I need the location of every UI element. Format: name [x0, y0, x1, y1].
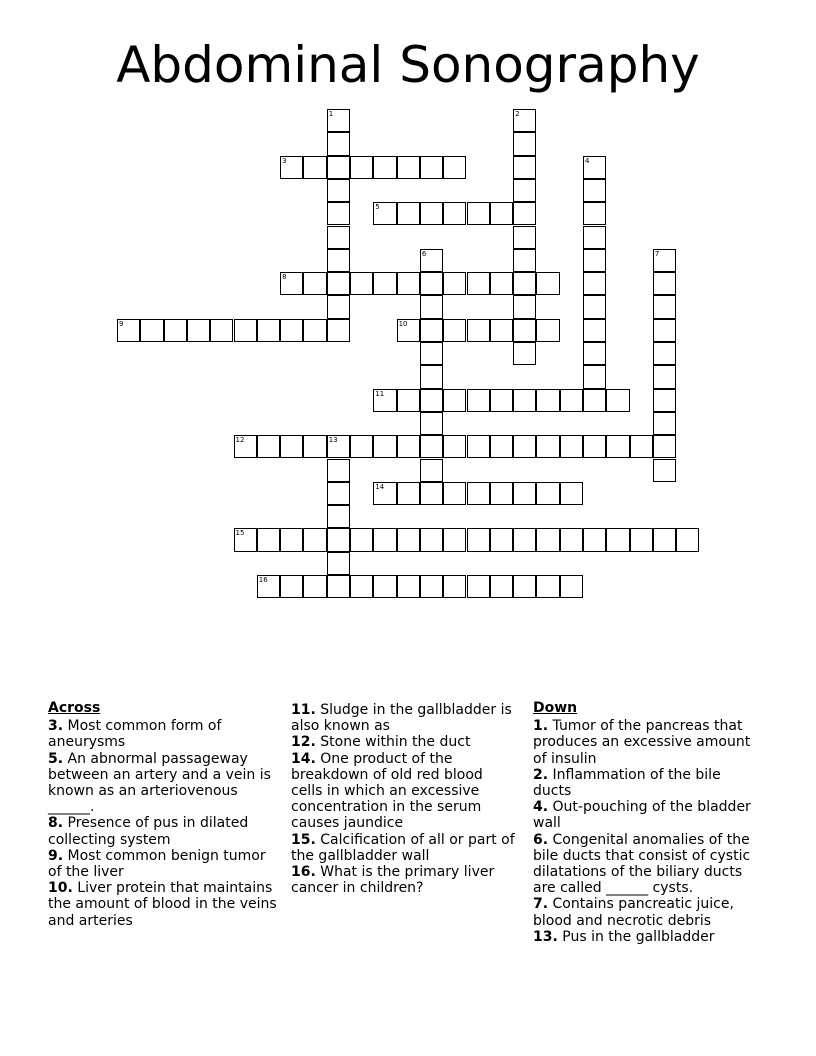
- grid-cell[interactable]: [513, 389, 536, 412]
- grid-cell[interactable]: [350, 435, 373, 458]
- grid-cell[interactable]: [490, 389, 513, 412]
- grid-cell[interactable]: [303, 528, 326, 551]
- grid-cell[interactable]: [653, 295, 676, 318]
- grid-cell[interactable]: [653, 249, 676, 272]
- grid-cell[interactable]: [583, 249, 606, 272]
- grid-cell[interactable]: [513, 132, 536, 155]
- grid-cell[interactable]: [117, 319, 140, 342]
- grid-cell[interactable]: [467, 202, 490, 225]
- grid-cell[interactable]: [490, 482, 513, 505]
- grid-cell[interactable]: [513, 295, 536, 318]
- clue-number: 13.: [533, 928, 558, 945]
- grid-cell[interactable]: [536, 435, 559, 458]
- grid-cell[interactable]: [420, 459, 443, 482]
- clue-text: Contains pancreatic juice, blood and necrotic debris: [533, 896, 734, 929]
- cell-number: 7: [654, 249, 660, 258]
- grid-cell[interactable]: [467, 528, 490, 551]
- cell-number: 10: [398, 319, 408, 328]
- grid-cell[interactable]: [443, 482, 466, 505]
- grid-cell[interactable]: [490, 202, 513, 225]
- clue-across_col1-1: [48, 751, 280, 816]
- grid-cell[interactable]: [164, 319, 187, 342]
- grid-cell[interactable]: [560, 435, 583, 458]
- grid-cell[interactable]: [513, 179, 536, 202]
- clue-across_col1-4: [48, 880, 280, 929]
- grid-cell[interactable]: [467, 575, 490, 598]
- grid-cell[interactable]: [443, 575, 466, 598]
- grid-cell[interactable]: [280, 272, 303, 295]
- grid-cell[interactable]: [303, 435, 326, 458]
- grid-cell[interactable]: [653, 272, 676, 295]
- grid-cell[interactable]: [653, 528, 676, 551]
- clue-number: 5.: [48, 750, 64, 767]
- grid-cell[interactable]: [140, 319, 163, 342]
- grid-cell[interactable]: [420, 319, 443, 342]
- clue-across_col2-2: [291, 751, 516, 832]
- cell-number: 1: [328, 110, 334, 118]
- grid-cell[interactable]: [443, 528, 466, 551]
- grid-cell[interactable]: [443, 202, 466, 225]
- clue-text: Most common form of aneurysms: [48, 718, 222, 751]
- grid-cell[interactable]: [327, 552, 350, 575]
- grid-cell[interactable]: [327, 132, 350, 155]
- cell-number: 5: [375, 203, 380, 212]
- clue-number: 12.: [291, 734, 316, 751]
- grid-cell[interactable]: [210, 319, 233, 342]
- grid-cell[interactable]: [513, 249, 536, 272]
- clue-number: 4.: [533, 799, 549, 816]
- grid-cell[interactable]: [513, 202, 536, 225]
- grid-cell[interactable]: [583, 272, 606, 295]
- grid-cell[interactable]: [490, 435, 513, 458]
- grid-cell[interactable]: [397, 389, 420, 412]
- clue-down-3: [533, 832, 758, 897]
- puzzle-title: Abdominal Sonography: [116, 36, 700, 94]
- clue-text: One product of the breakdown of old red blood cells in which an excessive concentration in the serum causes jaundice: [291, 750, 483, 832]
- grid-cell[interactable]: [420, 365, 443, 388]
- grid-cell[interactable]: [513, 109, 536, 132]
- grid-cell[interactable]: [350, 156, 373, 179]
- across-clues-column-2: [291, 702, 516, 896]
- grid-cell[interactable]: [397, 202, 420, 225]
- grid-cell[interactable]: [280, 575, 303, 598]
- clue-number: 14.: [291, 750, 316, 767]
- across-clues-column: [48, 700, 280, 929]
- grid-cell[interactable]: [420, 528, 443, 551]
- clue-text: Sludge in the gallbladder is also known as: [291, 702, 512, 735]
- grid-cell[interactable]: [513, 319, 536, 342]
- grid-cell[interactable]: [373, 482, 396, 505]
- grid-cell[interactable]: [187, 319, 210, 342]
- clue-text: Stone within the duct: [315, 734, 471, 751]
- grid-cell[interactable]: [303, 319, 326, 342]
- clue-down-0: [533, 718, 758, 767]
- grid-cell[interactable]: [327, 459, 350, 482]
- grid-cell[interactable]: [583, 156, 606, 179]
- down-clues-column: [533, 700, 758, 945]
- clue-across_col1-0: [48, 718, 280, 750]
- grid-cell[interactable]: [373, 575, 396, 598]
- grid-cell[interactable]: [327, 482, 350, 505]
- grid-cell[interactable]: [373, 156, 396, 179]
- grid-cell[interactable]: [327, 295, 350, 318]
- grid-cell[interactable]: [350, 528, 373, 551]
- grid-cell[interactable]: [350, 575, 373, 598]
- grid-cell[interactable]: [443, 389, 466, 412]
- cell-number: 16: [258, 576, 268, 584]
- grid-cell[interactable]: [490, 575, 513, 598]
- across-heading: Across: [48, 700, 101, 716]
- grid-cell[interactable]: [373, 272, 396, 295]
- clue-across_col1-3: [48, 848, 280, 880]
- clue-number: 8.: [48, 815, 64, 832]
- grid-cell[interactable]: [420, 389, 443, 412]
- grid-cell[interactable]: [280, 156, 303, 179]
- down-clue-list: [533, 718, 758, 945]
- grid-cell[interactable]: [583, 319, 606, 342]
- clue-text: Liver protein that maintains the amount of blood in the veins and arteries: [48, 880, 277, 929]
- clue-number: 7.: [533, 896, 549, 913]
- grid-cell[interactable]: [606, 435, 629, 458]
- clue-down-2: [533, 799, 758, 831]
- grid-cell[interactable]: [327, 156, 350, 179]
- cell-number: 4: [585, 156, 590, 165]
- grid-cell[interactable]: [443, 272, 466, 295]
- clue-across_col2-1: [291, 734, 516, 750]
- clue-down-4: [533, 896, 758, 928]
- grid-cell[interactable]: [280, 528, 303, 551]
- clue-text: Presence of pus in dilated collecting system: [48, 815, 249, 848]
- cell-number: 6: [421, 249, 427, 258]
- grid-cell[interactable]: [420, 249, 443, 272]
- grid-cell[interactable]: [397, 435, 420, 458]
- clue-number: 6.: [533, 831, 549, 848]
- grid-cell[interactable]: [513, 272, 536, 295]
- grid-cell[interactable]: [560, 575, 583, 598]
- grid-cell[interactable]: [560, 528, 583, 551]
- grid-cell[interactable]: [397, 528, 420, 551]
- grid-cell[interactable]: [630, 435, 653, 458]
- grid-cell[interactable]: [536, 319, 559, 342]
- grid-cell[interactable]: [397, 482, 420, 505]
- grid-cell[interactable]: [536, 482, 559, 505]
- clue-number: 3.: [48, 718, 64, 735]
- grid-cell[interactable]: [536, 272, 559, 295]
- grid-cell[interactable]: [327, 575, 350, 598]
- grid-cell[interactable]: [327, 319, 350, 342]
- grid-cell[interactable]: [583, 435, 606, 458]
- grid-cell[interactable]: [630, 528, 653, 551]
- grid-cell[interactable]: [327, 528, 350, 551]
- clue-down-5: [533, 929, 758, 945]
- grid-cell[interactable]: [420, 575, 443, 598]
- grid-cell[interactable]: [583, 365, 606, 388]
- grid-cell[interactable]: [536, 575, 559, 598]
- grid-cell[interactable]: [653, 459, 676, 482]
- grid-cell[interactable]: [397, 272, 420, 295]
- grid-cell[interactable]: [536, 528, 559, 551]
- grid-cell[interactable]: [327, 249, 350, 272]
- grid-cell[interactable]: [373, 389, 396, 412]
- grid-cell[interactable]: [490, 319, 513, 342]
- cell-number: 9: [119, 319, 124, 328]
- grid-cell[interactable]: [653, 435, 676, 458]
- grid-cell[interactable]: [443, 319, 466, 342]
- grid-cell[interactable]: [373, 435, 396, 458]
- grid-cell[interactable]: [653, 342, 676, 365]
- grid-cell[interactable]: [327, 226, 350, 249]
- cell-number: 11: [375, 389, 385, 398]
- clue-number: 15.: [291, 831, 316, 848]
- clue-text: Tumor of the pancreas that produces an excessive amount of insulin: [533, 718, 751, 767]
- grid-cell[interactable]: [327, 109, 350, 132]
- grid-cell[interactable]: [420, 156, 443, 179]
- clue-across_col2-3: [291, 832, 516, 864]
- grid-cell[interactable]: [420, 272, 443, 295]
- grid-cell[interactable]: [397, 575, 420, 598]
- grid-cell[interactable]: [327, 435, 350, 458]
- grid-cell[interactable]: [303, 272, 326, 295]
- grid-cell[interactable]: [420, 202, 443, 225]
- grid-cell[interactable]: [327, 202, 350, 225]
- grid-cell[interactable]: [467, 272, 490, 295]
- clue-text: Congenital anomalies of the bile ducts that consist of cystic dilatations of the biliary ducts are called ______ cysts.: [533, 831, 751, 897]
- grid-cell[interactable]: [676, 528, 699, 551]
- grid-cell[interactable]: [513, 528, 536, 551]
- grid-cell[interactable]: [420, 295, 443, 318]
- grid-cell[interactable]: [653, 319, 676, 342]
- grid-cell[interactable]: [420, 435, 443, 458]
- grid-cell[interactable]: [327, 505, 350, 528]
- grid-cell[interactable]: [560, 389, 583, 412]
- across-clue-list-2: [291, 702, 516, 896]
- grid-cell[interactable]: [513, 342, 536, 365]
- cell-number: 14: [375, 482, 385, 491]
- grid-cell[interactable]: [490, 272, 513, 295]
- grid-cell[interactable]: [280, 319, 303, 342]
- grid-cell[interactable]: [443, 435, 466, 458]
- grid-cell[interactable]: [583, 226, 606, 249]
- grid-cell[interactable]: [606, 389, 629, 412]
- grid-cell[interactable]: [420, 412, 443, 435]
- clue-number: 10.: [48, 880, 73, 897]
- grid-cell[interactable]: [513, 226, 536, 249]
- grid-cell[interactable]: [467, 435, 490, 458]
- clue-text: Out-pouching of the bladder wall: [533, 799, 751, 832]
- grid-cell[interactable]: [513, 156, 536, 179]
- clue-text: Inflammation of the bile ducts: [533, 766, 721, 800]
- grid-cell[interactable]: [560, 482, 583, 505]
- grid-cell[interactable]: [234, 528, 257, 551]
- clue-down-1: [533, 767, 758, 799]
- grid-cell[interactable]: [397, 319, 420, 342]
- grid-cell[interactable]: [583, 389, 606, 412]
- clue-number: 11.: [291, 702, 316, 718]
- clue-across_col2-4: [291, 864, 516, 896]
- grid-cell[interactable]: [490, 528, 513, 551]
- grid-cell[interactable]: [420, 482, 443, 505]
- clue-text: What is the primary liver cancer in children?: [291, 864, 495, 897]
- grid-cell[interactable]: [373, 202, 396, 225]
- cell-number: 2: [515, 110, 520, 118]
- across-clue-list: [48, 718, 280, 929]
- grid-cell[interactable]: [583, 528, 606, 551]
- clue-across_col1-2: [48, 815, 280, 847]
- grid-cell[interactable]: [467, 319, 490, 342]
- clue-number: 2.: [533, 766, 549, 783]
- grid-cell[interactable]: [420, 342, 443, 365]
- grid-cell[interactable]: [257, 528, 280, 551]
- grid-cell[interactable]: [513, 575, 536, 598]
- grid-cell[interactable]: [583, 202, 606, 225]
- grid-cell[interactable]: [303, 575, 326, 598]
- grid-cell[interactable]: [303, 156, 326, 179]
- grid-cell[interactable]: [327, 272, 350, 295]
- cell-number: 13: [328, 436, 338, 445]
- grid-cell[interactable]: [234, 435, 257, 458]
- grid-cell[interactable]: [397, 156, 420, 179]
- grid-cell[interactable]: [653, 389, 676, 412]
- clue-text: Most common benign tumor of the liver: [48, 847, 266, 881]
- cell-number: 15: [235, 529, 245, 538]
- grid-cell[interactable]: [583, 179, 606, 202]
- cell-number: 8: [282, 273, 287, 282]
- grid-cell[interactable]: [583, 295, 606, 318]
- grid-cell[interactable]: [653, 365, 676, 388]
- grid-cell[interactable]: [234, 319, 257, 342]
- grid-cell[interactable]: [467, 389, 490, 412]
- grid-cell[interactable]: [257, 319, 280, 342]
- down-heading: Down: [533, 700, 578, 716]
- grid-cell[interactable]: [513, 435, 536, 458]
- grid-cell[interactable]: [373, 528, 396, 551]
- clue-across_col2-0: [291, 702, 516, 734]
- clue-text: Pus in the gallbladder: [557, 928, 715, 945]
- clue-text: Calcification of all or part of the gallbladder wall: [291, 831, 515, 864]
- clue-number: 9.: [48, 847, 64, 864]
- grid-cell[interactable]: [467, 482, 490, 505]
- cell-number: 12: [235, 436, 245, 445]
- grid-cell[interactable]: [606, 528, 629, 551]
- grid-cell[interactable]: [443, 156, 466, 179]
- clue-number: 16.: [291, 864, 316, 881]
- grid-cell[interactable]: [327, 179, 350, 202]
- grid-cell[interactable]: [536, 389, 559, 412]
- grid-cell[interactable]: [513, 482, 536, 505]
- clue-number: 1.: [533, 718, 549, 735]
- grid-cell[interactable]: [350, 272, 373, 295]
- grid-cell[interactable]: [653, 412, 676, 435]
- clue-text: An abnormal passageway between an artery and a vein is known as an arteriovenous ______.: [48, 750, 271, 816]
- cell-number: 3: [282, 156, 287, 165]
- grid-cell[interactable]: [257, 575, 280, 598]
- grid-cell[interactable]: [280, 435, 303, 458]
- grid-cell[interactable]: [257, 435, 280, 458]
- grid-cell[interactable]: [583, 342, 606, 365]
